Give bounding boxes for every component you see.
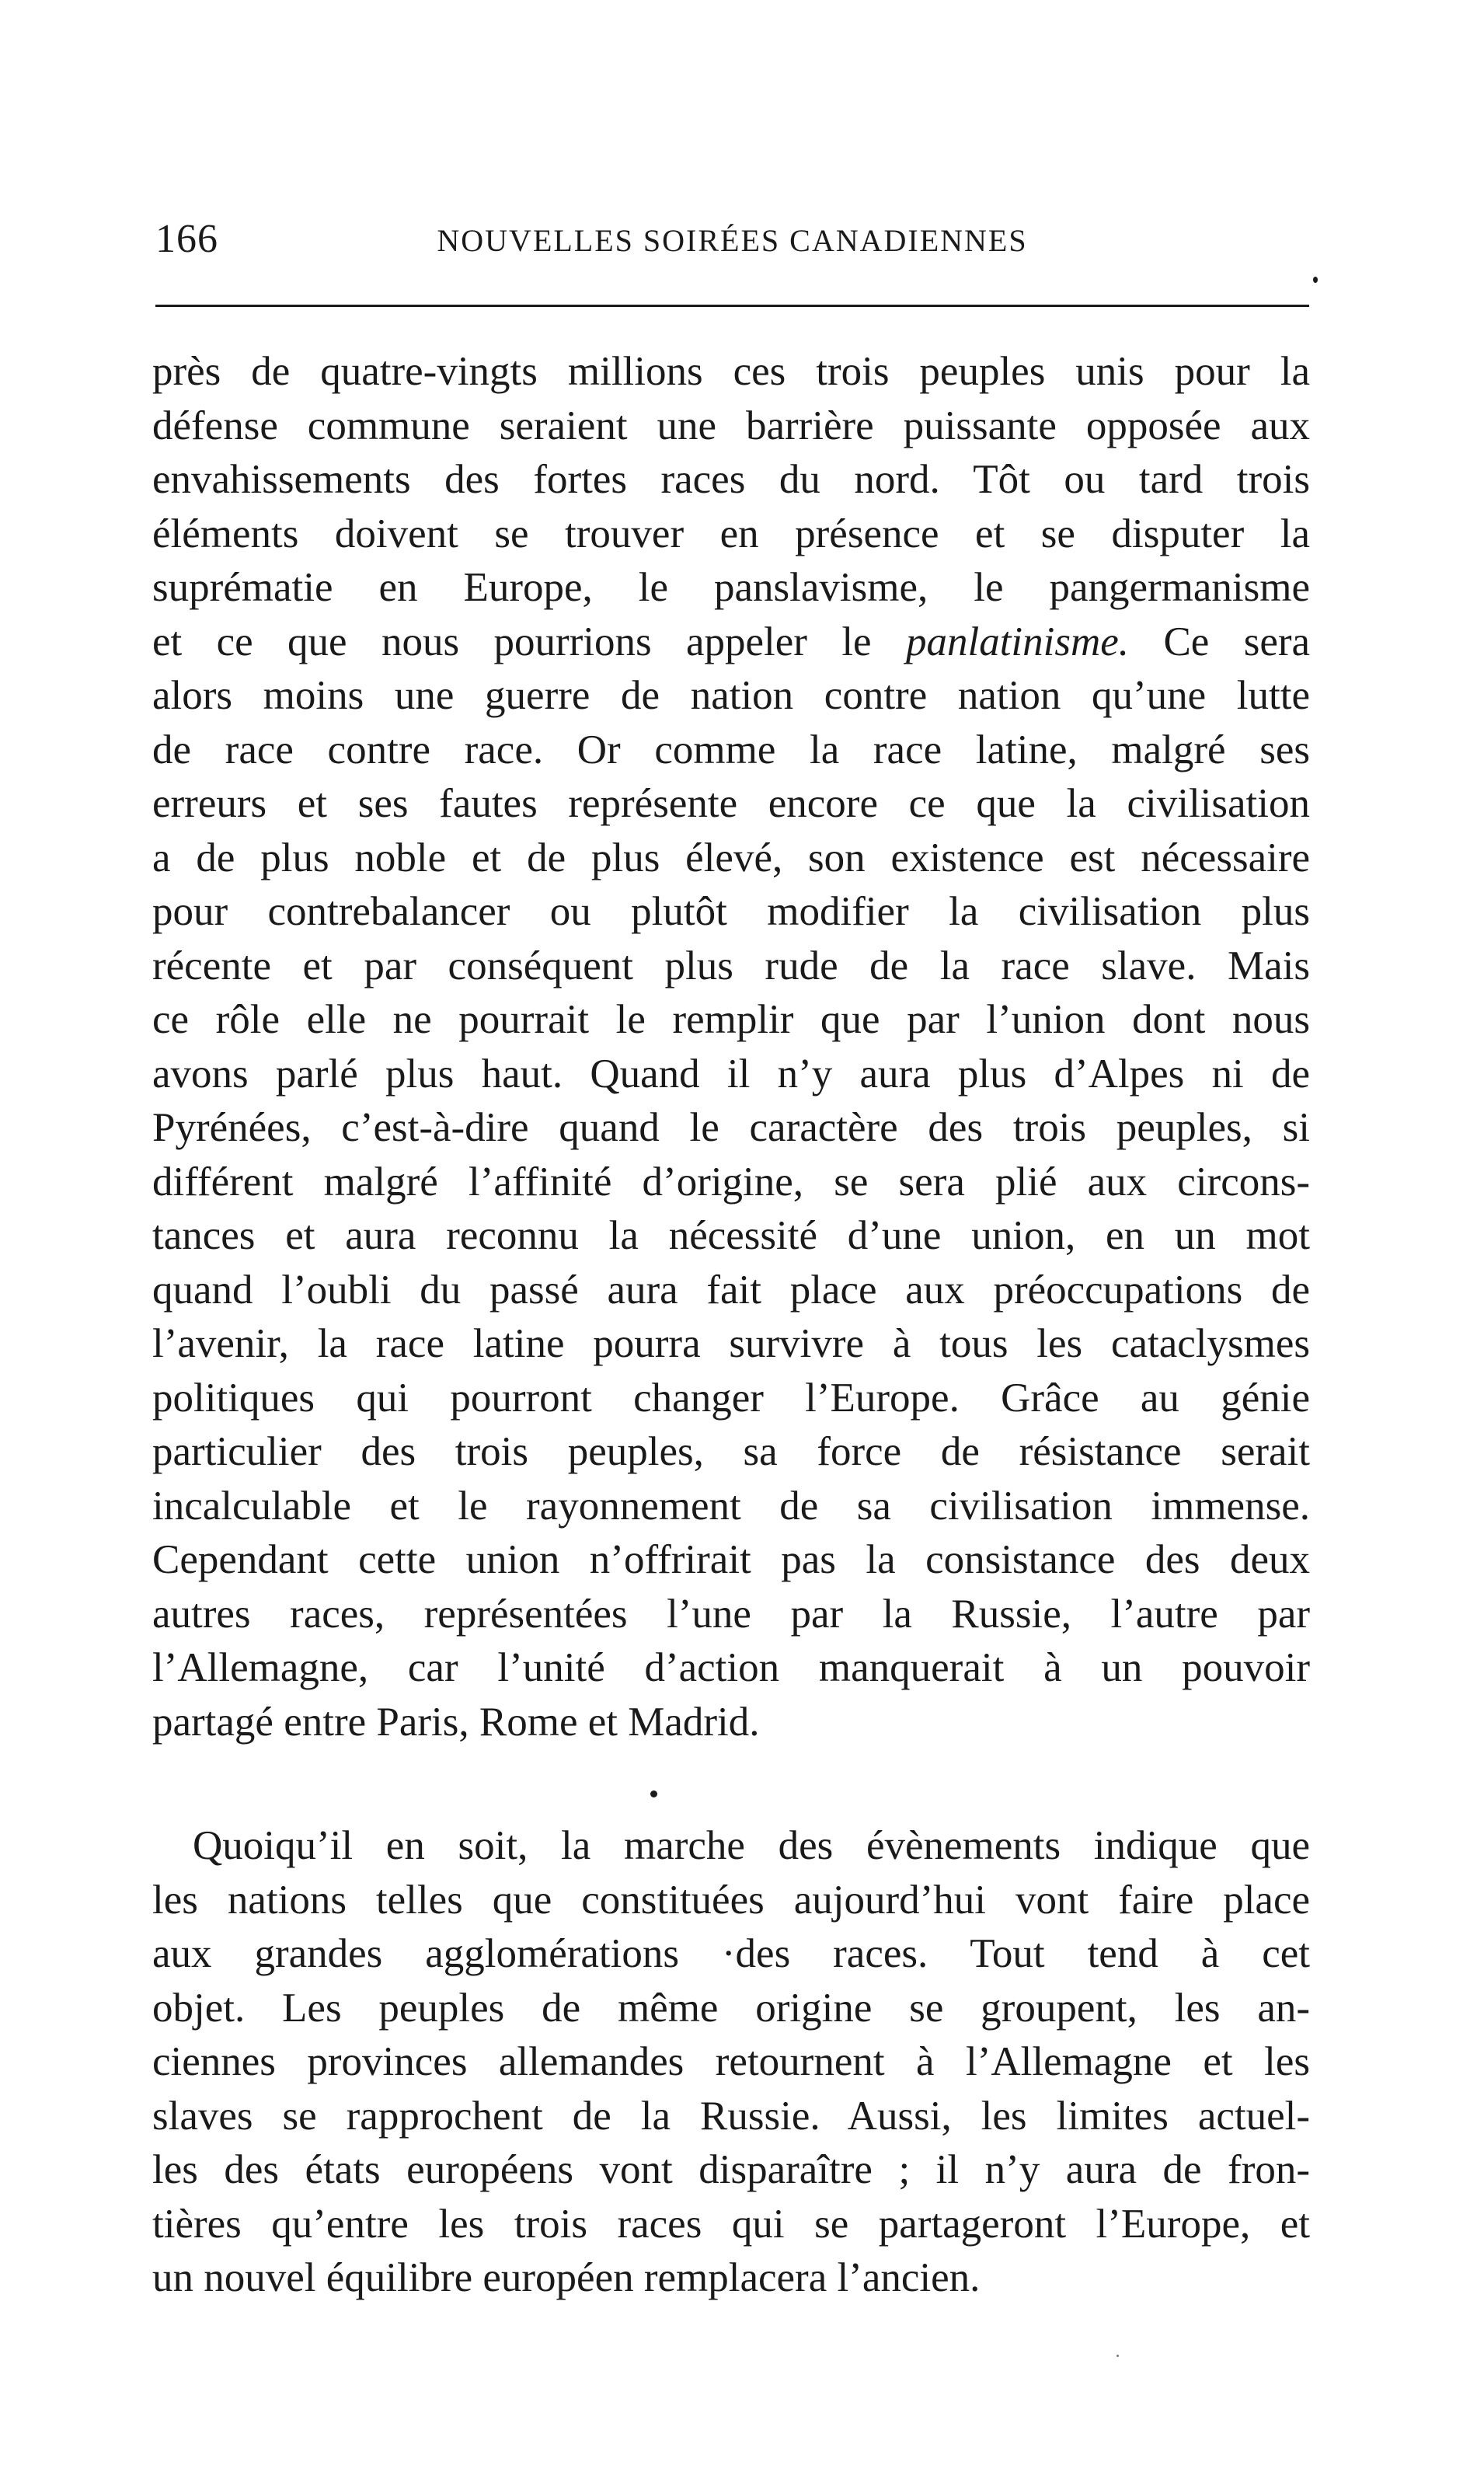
text-line: l’avenir, la race latine pourra survivre à tous les cataclysmes (152, 1321, 1310, 1366)
paragraph-2 (152, 1819, 1310, 2306)
text-line: partagé entre Paris, Rome et Madrid. (152, 1699, 760, 1745)
text-line: Cependant cette union n’offrirait pas la consistance des deux (152, 1537, 1310, 1582)
text-line: les des états européens vont disparaître ; il n’y aura de fron- (152, 2147, 1310, 2192)
page-number: 166 (155, 217, 218, 261)
text-line: a de plus noble et de plus élevé, son existence est nécessaire (152, 835, 1310, 880)
text-line: Pyrénées, c’est-à-dire quand le caractère des trois peuples, si (152, 1105, 1310, 1150)
text-line: de race contre race. Or comme la race latine, malgré ses (152, 727, 1310, 772)
text-line-with-italic (152, 615, 1310, 670)
text-line: l’Allemagne, car l’unité d’action manquerait à un pouvoir (152, 1645, 1310, 1690)
text-line: défense commune seraient une barrière puissante opposée aux (152, 403, 1310, 448)
text-line: objet. Les peuples de même origine se groupent, les an- (152, 1985, 1310, 2031)
running-title: NOUVELLES SOIRÉES CANADIENNES (437, 223, 1028, 258)
text-line: aux grandes agglomérations ·des races. Tout tend à cet (152, 1931, 1310, 1976)
text-line: suprématie en Europe, le panslavisme, le pangermanisme (152, 565, 1310, 610)
text-line: différent malgré l’affinité d’origine, se sera plié aux circons- (152, 1159, 1310, 1205)
text-line: ciennes provinces allemandes retournent à l’Allemagne et les (152, 2039, 1310, 2084)
text-line: ce rôle elle ne pourrait le remplir que par l’union dont nous (152, 997, 1310, 1042)
running-header (155, 216, 1309, 270)
text-line: les nations telles que constituées aujourd’hui vont faire place (152, 1877, 1310, 1923)
text-line: un nouvel équilibre européen remplacera l’ancien. (152, 2255, 981, 2300)
print-speck (1313, 277, 1318, 283)
text-line: tances et aura reconnu la nécessité d’une union, en un mot (152, 1213, 1310, 1258)
text-line: pour contrebalancer ou plutôt modifier la civilisation plus (152, 889, 1310, 934)
text-line: autres races, représentées l’une par la Russie, l’autre par (152, 1591, 1310, 1637)
text-line: incalculable et le rayonnement de sa civilisation immense. (152, 1483, 1310, 1529)
text-line: éléments doivent se trouver en présence et se disputer la (152, 511, 1310, 556)
italic-term: panlatinisme. (905, 619, 1130, 664)
text-line: récente et par conséquent plus rude de la race slave. Mais (152, 943, 1310, 988)
line-text-after-italic: Ce sera (1163, 619, 1310, 664)
paragraph-1 (152, 345, 1310, 1749)
text-line: quand l’oubli du passé aura fait place aux préoccupations de (152, 1267, 1310, 1313)
text-line: tières qu’entre les trois races qui se partageront l’Europe, et (152, 2201, 1310, 2247)
text-line: alors moins une guerre de nation contre nation qu’une lutte (152, 673, 1310, 718)
text-line: erreurs et ses fautes représente encore ce que la civilisation (152, 781, 1310, 826)
line-text: et ce que nous pourrions appeler le (152, 619, 872, 664)
text-line: près de quatre-vingts millions ces trois peuples unis pour la (152, 349, 1310, 394)
text-line: Quoiqu’il en soit, la marche des évènements indique que (193, 1823, 1310, 1868)
text-line: envahissements des fortes races du nord. Tôt ou tard trois (152, 457, 1310, 502)
section-dot (650, 1790, 657, 1797)
print-speck (1116, 2355, 1119, 2357)
text-line: politiques qui pourront changer l’Europe. Grâce au génie (152, 1375, 1310, 1421)
text-line: slaves se rapprochent de la Russie. Aussi, les limites actuel- (152, 2093, 1310, 2139)
text-line: avons parlé plus haut. Quand il n’y aura plus d’Alpes ni de (152, 1051, 1310, 1097)
header-rule (155, 305, 1309, 307)
text-line: particulier des trois peuples, sa force de résistance serait (152, 1429, 1310, 1474)
